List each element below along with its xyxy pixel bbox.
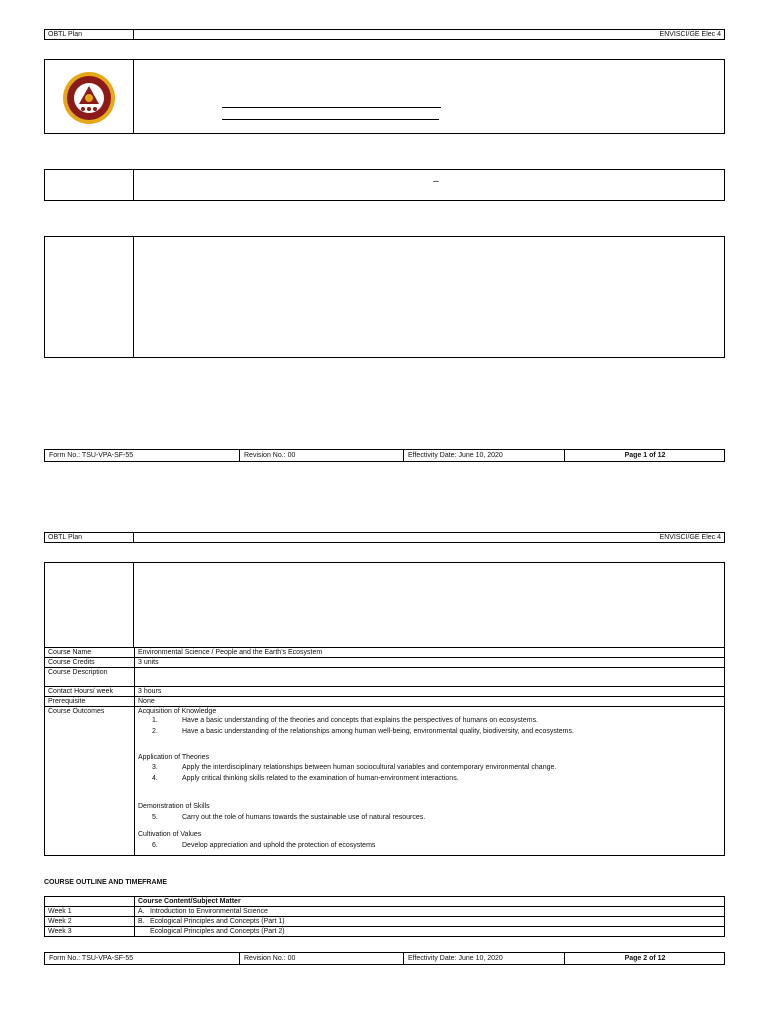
outcome-item: 6. Develop appreciation and uphold the protection of ecosystems (152, 842, 376, 849)
outline-item: Ecological Principles and Concepts (Part 2) (135, 927, 725, 937)
course-credits-value: 3 units (135, 658, 725, 668)
title-underline-1 (222, 107, 441, 108)
page2-header-bar (44, 532, 725, 543)
outline-item: A. Introduction to Environmental Science (135, 907, 725, 917)
course-name-value: Environmental Science / People and the Earth's Ecosystem (135, 648, 725, 658)
outcome-item: 1. Have a basic understanding of the theories and concepts that explains the perspectives of humans on ecosystems. (152, 717, 539, 724)
outcome-item: 3. Apply the interdisciplinary relationships between human sociocultural variables and contemporary environmental change. (152, 764, 557, 771)
outline-item: B. Ecological Principles and Concepts (Part 1) (135, 917, 725, 927)
table-row (45, 668, 725, 687)
outcome-item: 5. Carry out the role of humans towards the sustainable use of natural resources. (152, 814, 426, 821)
prerequisite-value: None (135, 697, 725, 707)
week-label: Week 1 (45, 907, 135, 917)
table-row (45, 927, 725, 937)
header-doc-type: OBTL Plan (48, 31, 82, 38)
form-number: Form No.: TSU-VPA-SF-55 (49, 955, 134, 962)
form-number: Form No.: TSU-VPA-SF-55 (49, 452, 134, 459)
course-outline-table (44, 896, 725, 937)
effectivity-date: Effectivity Date: June 10, 2020 (408, 955, 503, 962)
page-number: Page 1 of 12 (624, 452, 666, 459)
table-row (45, 907, 725, 917)
column-divider (133, 170, 134, 200)
info-box (44, 169, 725, 201)
dash-mark: – (433, 176, 439, 187)
outcome-heading: Acquisition of Knowledge (138, 708, 217, 715)
table-row (45, 707, 725, 856)
title-underline-2 (222, 119, 439, 120)
contact-hours-value: 3 hours (135, 687, 725, 697)
table-row (45, 917, 725, 927)
university-seal-logo (62, 71, 116, 125)
course-description-label: Course Description (45, 668, 135, 687)
page1-footer (44, 449, 725, 462)
header-doc-type: OBTL Plan (48, 534, 82, 541)
course-description-value (135, 668, 725, 687)
course-outline-title: COURSE OUTLINE AND TIMEFRAME (44, 879, 168, 886)
week-label: Week 3 (45, 927, 135, 937)
course-content-header: Course Content/Subject Matter (135, 897, 725, 907)
university-header-box (44, 59, 725, 134)
header-course-code: ENVISCI/GE Elec 4 (659, 534, 721, 541)
course-name-label: Course Name (45, 648, 135, 658)
page2-footer (44, 952, 725, 965)
table-row (45, 897, 725, 907)
column-divider (133, 237, 134, 357)
outcome-item: 2. Have a basic understanding of the relationships among human well-being, environmental quality, biodiversity, and ecosystems. (152, 728, 574, 735)
contact-hours-label: Contact Hours/ week (45, 687, 135, 697)
outcome-heading: Demonstration of Skills (138, 803, 210, 810)
revision-number: Revision No.: 00 (244, 452, 296, 459)
outcome-heading: Application of Theories (138, 754, 210, 761)
page-number: Page 2 of 12 (624, 955, 666, 962)
course-outcomes-label: Course Outcomes (45, 707, 135, 856)
table-row (45, 687, 725, 697)
table-row (45, 697, 725, 707)
column-divider (133, 60, 134, 133)
page1-header-bar (44, 29, 725, 40)
effectivity-date: Effectivity Date: June 10, 2020 (408, 452, 503, 459)
revision-number: Revision No.: 00 (244, 955, 296, 962)
week-label: Week 2 (45, 917, 135, 927)
table-row (45, 648, 725, 658)
table-row (45, 658, 725, 668)
column-divider (133, 563, 134, 647)
program-outcomes-box (44, 562, 725, 648)
vision-mission-box (44, 236, 725, 358)
outcome-heading: Cultivation of Values (138, 831, 202, 838)
outcome-item: 4. Apply critical thinking skills related to the examination of human-environment interactions. (152, 775, 459, 782)
course-credits-label: Course Credits (45, 658, 135, 668)
prerequisite-label: Prerequisite (45, 697, 135, 707)
course-info-table (44, 647, 725, 856)
header-course-code: ENVISCI/GE Elec 4 (659, 31, 721, 38)
course-outcomes-list (135, 707, 725, 856)
